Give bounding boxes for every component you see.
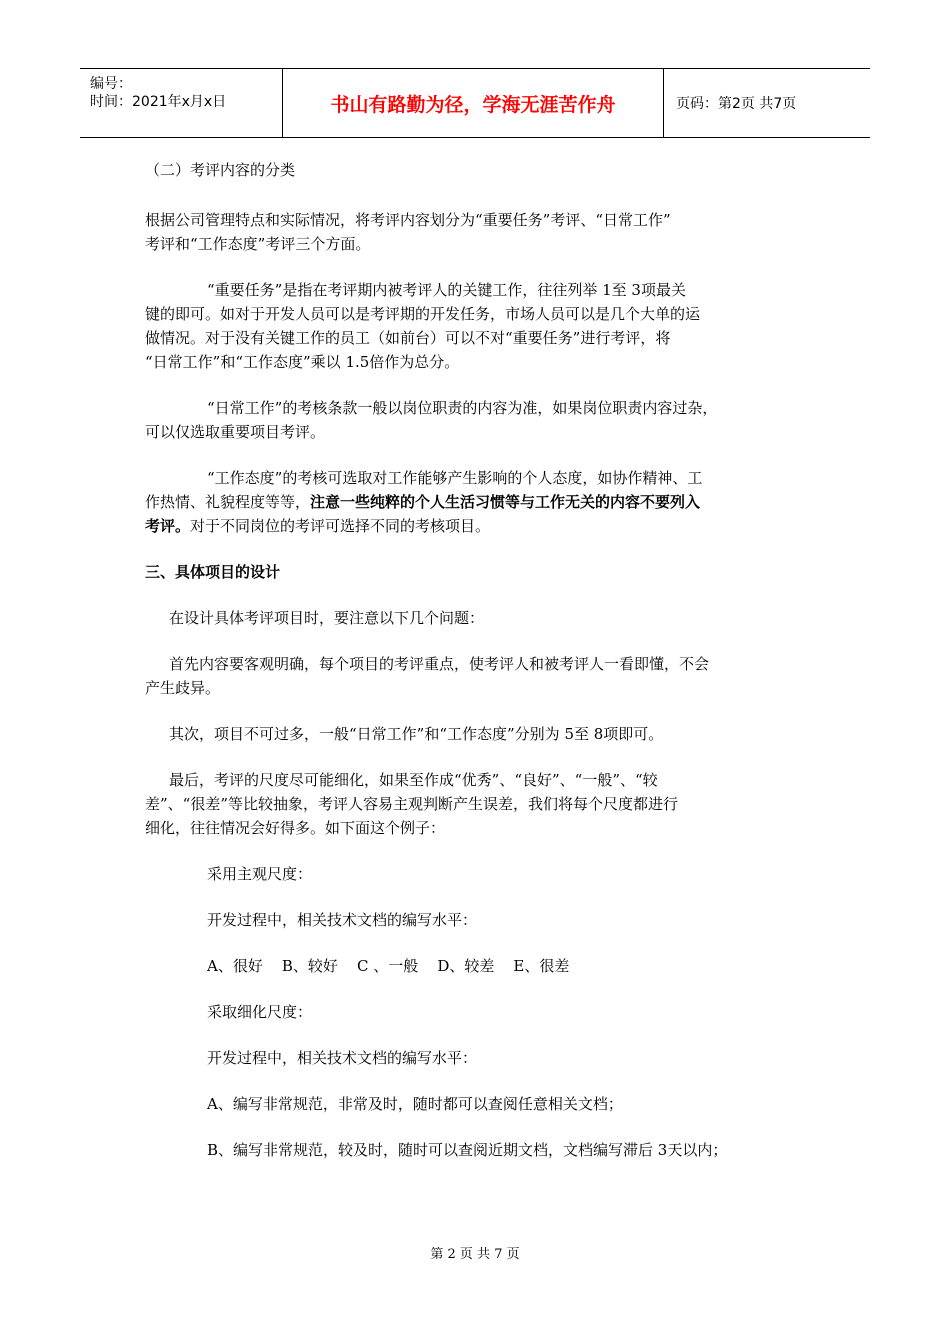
paragraph-line: 差”、“很差”等比较抽象，考评人容易主观判断产生误差，我们将每个尺度都进行 bbox=[145, 795, 679, 813]
paragraph-line: 最后，考评的尺度尽可能细化，如果至作成“优秀”、“良好”、“一般”、“较 bbox=[169, 771, 658, 789]
paragraph-line: 做情况。对于没有关键工作的员工（如前台）可以不对“重要任务”进行考评，将 bbox=[145, 329, 671, 347]
paragraph-6 bbox=[145, 652, 810, 700]
section-subtitle: （二）考评内容的分类 bbox=[145, 161, 296, 179]
example-line: A、编写非常规范，非常及时，随时都可以查阅任意相关文档； bbox=[207, 1095, 623, 1113]
example-options: A、很好 B、较好 C 、一般 D、较差 E、很差 bbox=[207, 957, 570, 975]
header-page-cell bbox=[664, 69, 870, 137]
example-line: 采用主观尺度： bbox=[207, 865, 313, 883]
paragraph-line bbox=[145, 490, 810, 514]
section-heading: 三、具体项目的设计 bbox=[145, 563, 281, 581]
paragraph-line bbox=[145, 514, 810, 538]
paragraph-4 bbox=[145, 466, 810, 538]
paragraph-7: 其次，项目不可过多，一般“日常工作”和“工作态度”分别为 5至 8项即可。 bbox=[169, 725, 664, 743]
paragraph-line: “工作态度”的考核可选取对工作能够产生影响的个人态度，如协作精神、工 bbox=[207, 469, 703, 487]
paragraph-5: 在设计具体考评项目时，要注意以下几个问题： bbox=[169, 609, 485, 627]
paragraph-line: 产生歧异。 bbox=[145, 679, 221, 697]
header-motto: 书山有路勤为径，学海无涯苦作舟 bbox=[330, 94, 616, 116]
text-bold: 考评。 bbox=[145, 517, 191, 535]
paragraph-line: “日常工作”的考核条款一般以岗位职责的内容为准，如果岗位职责内容过杂， bbox=[207, 399, 718, 417]
document-body bbox=[145, 158, 810, 1162]
text-normal: 作热情、礼貌程度等等， bbox=[145, 493, 311, 511]
paragraph-line: 细化，往往情况会好得多。如下面这个例子： bbox=[145, 819, 446, 837]
paragraph-line: 键的即可。如对于开发人员可以是考评期的开发任务，市场人员可以是几个大单的运 bbox=[145, 305, 701, 323]
header-motto-cell bbox=[282, 69, 664, 137]
paragraph-8 bbox=[145, 768, 810, 840]
paragraph-2 bbox=[145, 278, 810, 374]
paragraph-line: “日常工作”和“工作态度”乘以 1.5倍作为总分。 bbox=[145, 353, 460, 371]
paragraph-line: 考评和“工作态度”考评三个方面。 bbox=[145, 235, 371, 253]
page-footer: 第 2 页 共 7 页 bbox=[430, 1247, 520, 1262]
text-bold: 注意一些纯粹的个人生活习惯等与工作无关的内容不要列入 bbox=[310, 493, 701, 511]
text-normal: 对于不同岗位的考评可选择不同的考核项目。 bbox=[190, 517, 491, 535]
example-line: 开发过程中，相关技术文档的编写水平： bbox=[207, 1049, 478, 1067]
paragraph-line: 根据公司管理特点和实际情况，将考评内容划分为“重要任务”考评、“日常工作” bbox=[145, 211, 671, 229]
paragraph-line: “重要任务”是指在考评期内被考评人的关键工作，往往列举 1至 3项最关 bbox=[207, 281, 686, 299]
example-line: 开发过程中，相关技术文档的编写水平： bbox=[207, 911, 478, 929]
header-number: 编号： bbox=[90, 76, 132, 92]
example-line: B、编写非常规范，较及时，随时可以查阅近期文档，文档编写滞后 3天以内； bbox=[207, 1141, 728, 1159]
paragraph-line: 可以仅选取重要项目考评。 bbox=[145, 423, 326, 441]
paragraph-1 bbox=[145, 208, 810, 256]
page-header bbox=[80, 68, 870, 138]
paragraph-3 bbox=[145, 396, 810, 444]
paragraph-line: 首先内容要客观明确，每个项目的考评重点，使考评人和被考评人一看即懂，不会 bbox=[169, 655, 710, 673]
example-line: 采取细化尺度： bbox=[207, 1003, 313, 1021]
header-date: 时间：2021年x月x日 bbox=[90, 94, 227, 110]
header-page-info: 页码：第2页 共7页 bbox=[676, 96, 797, 112]
header-info-cell bbox=[80, 69, 282, 137]
